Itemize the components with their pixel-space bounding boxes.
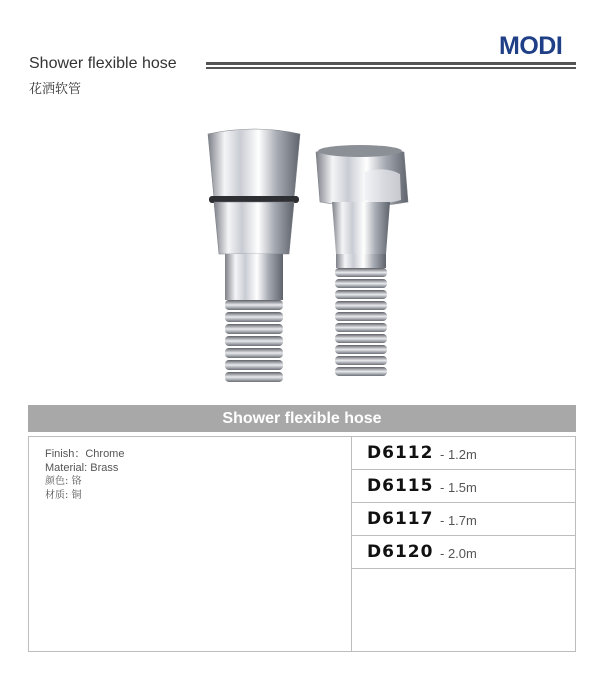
model-length: - 1.2m	[440, 447, 477, 462]
model-code: D6120	[367, 542, 434, 562]
model-length: - 1.5m	[440, 480, 477, 495]
shower-hose-image	[195, 122, 425, 384]
spec-header: Shower flexible hose	[28, 405, 576, 432]
title-rule-bottom	[206, 67, 576, 69]
spec-table	[28, 436, 576, 652]
model-row	[352, 437, 575, 470]
model-code: D6115	[367, 476, 434, 496]
right-connector	[316, 145, 408, 376]
model-row	[352, 536, 575, 569]
model-code: D6117	[367, 509, 434, 529]
model-row	[352, 503, 575, 536]
left-connector	[208, 129, 300, 382]
model-row	[352, 470, 575, 503]
model-length: - 1.7m	[440, 513, 477, 528]
page-title-chinese: 花洒软管	[29, 82, 82, 97]
material-text: Material: Brass	[45, 462, 119, 474]
title-rule-top	[206, 62, 576, 65]
material-text-chinese: 材质: 铜	[45, 490, 82, 501]
spec-details	[45, 447, 124, 503]
model-length: - 2.0m	[440, 546, 477, 561]
model-code: D6112	[367, 443, 434, 463]
brand-logo: MODI	[499, 32, 563, 60]
finish-text: Finish：Chrome	[45, 448, 125, 460]
page-title: Shower flexible hose	[29, 55, 177, 72]
finish-text-chinese: 颜色: 铬	[45, 476, 82, 487]
